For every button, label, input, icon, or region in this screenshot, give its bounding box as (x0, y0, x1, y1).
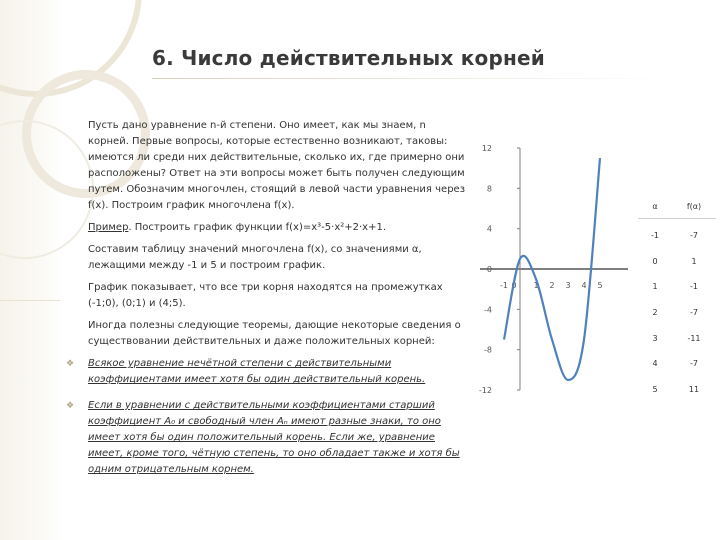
cell-f-alpha: -11 (687, 333, 701, 343)
x-tick-label: 4 (581, 281, 587, 290)
x-tick-label: 0 (511, 281, 517, 290)
bullet-icon: ❖ (66, 359, 75, 369)
cell-f-alpha: -7 (690, 308, 698, 318)
table-row (638, 325, 716, 351)
list-item (66, 356, 468, 388)
decorative-line (0, 300, 60, 301)
cell-alpha: 5 (652, 384, 658, 394)
decorative-band (0, 0, 62, 540)
cell-f-alpha: 11 (688, 384, 700, 394)
x-tick-label: -1 (500, 281, 508, 290)
table-body (638, 223, 716, 402)
graph-paragraph: График показывает, что все три корня находятся на промежутках (-1;0), (0;1) и (4;5). (88, 282, 443, 309)
table-row (638, 274, 716, 300)
header-alpha: α (652, 201, 658, 211)
y-tick-label: 4 (486, 224, 492, 234)
table-separator (638, 218, 716, 219)
chart-canvas (478, 140, 628, 398)
cell-f-alpha: -7 (690, 359, 698, 369)
header-f-alpha: f(α) (686, 201, 702, 211)
cell-f-alpha: 1 (691, 256, 697, 266)
decorative-ring (0, 120, 94, 259)
table-paragraph: Составим таблицу значений многочлена f(x), со значениями α, лежащими между -1 и 5 и построим график. (88, 244, 422, 271)
cell-alpha: 1 (652, 282, 658, 292)
theorems-paragraph: Иногда полезны следующие теоремы, дающие некоторые сведения о существовании действительных и даже положительных корней: (88, 320, 461, 347)
function-graph (478, 140, 628, 398)
slide-body (66, 118, 468, 488)
y-tick-label: -8 (484, 345, 492, 355)
cell-alpha: -1 (651, 231, 659, 241)
y-tick-label: 12 (481, 144, 492, 153)
table-row (638, 223, 716, 249)
x-tick-label: 5 (597, 281, 603, 290)
values-table (638, 196, 716, 402)
cell-f-alpha: -1 (690, 282, 698, 292)
cell-alpha: 2 (652, 308, 658, 318)
example-label: Пример (88, 222, 129, 233)
title-divider (152, 78, 672, 79)
table-row (638, 351, 716, 377)
cell-alpha: 0 (652, 256, 658, 266)
theorem-text: Всякое уравнение нечётной степени с действительными коэффициентами имеет хотя бы один действительный корень. (88, 358, 426, 385)
table-header-row (638, 196, 716, 216)
x-tick-label: 1 (533, 281, 539, 290)
theorem-list (66, 356, 468, 478)
theorem-text: Если в уравнении с действительными коэффициентами старший коэффициент A₀ и свободный член Aₙ имеют разные знаки, то оно имеет хотя бы один положительный корень. Если же, уравнение имеет, кроме того, чётную степень, то оно обладает также и хотя бы одним отрицательным корнем. (88, 400, 460, 475)
x-tick-label: 3 (565, 281, 571, 290)
intro-paragraph: Пусть дано уравнение n-й степени. Оно имеет, как мы знаем, n корней. Первые вопросы, которые естественно возникают, таковы: имеются ли среди них действительные, сколько их, где примерно они расположены? Ответ на эти вопросы может быть получен следующим путем. Обозначим многочлен, стоящий в левой части уравнения через f(x). Построим график многочлена f(x). (88, 120, 466, 211)
table-row (638, 377, 716, 403)
decorative-ring (0, 0, 142, 97)
cell-alpha: 3 (652, 333, 658, 343)
slide-title: 6. Число действительных корней (152, 46, 545, 70)
cell-f-alpha: -7 (690, 231, 698, 241)
list-item (66, 398, 468, 478)
y-tick-label: 0 (486, 265, 492, 274)
example-paragraph (88, 220, 468, 236)
bullet-icon: ❖ (66, 401, 75, 411)
y-tick-label: -4 (484, 305, 492, 315)
table-row (638, 249, 716, 275)
y-tick-label: 8 (486, 184, 492, 194)
example-text: . Построить график функции f(x)=x³-5·x²+2·x+1. (128, 222, 387, 233)
x-tick-label: 2 (549, 281, 555, 290)
table-row (638, 300, 716, 326)
cell-alpha: 4 (652, 359, 658, 369)
y-tick-label: -12 (478, 386, 492, 395)
